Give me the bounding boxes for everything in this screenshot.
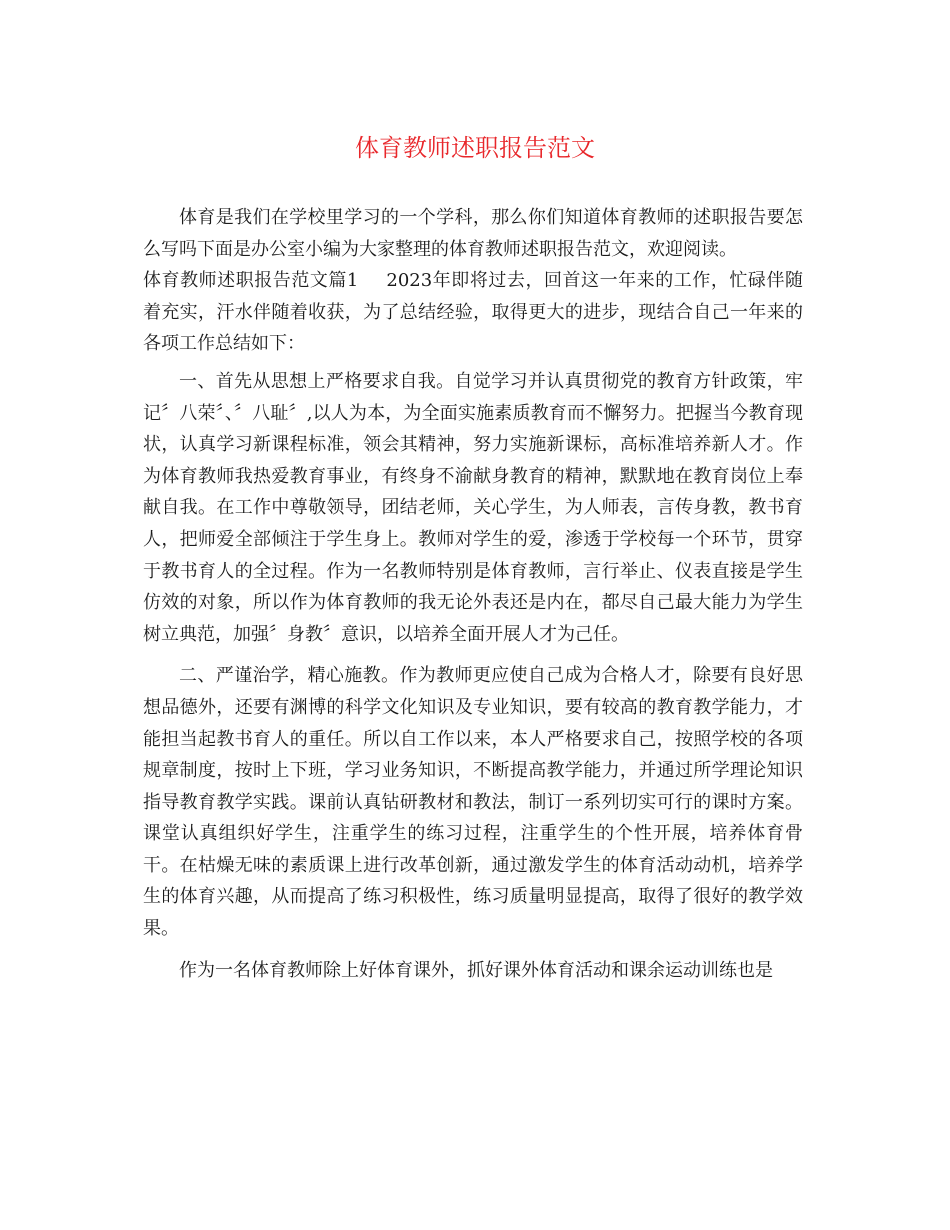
paragraph-3: 作为一名体育教师除上好体育课外，抓好课外体育活动和课余运动训练也是 <box>179 959 773 981</box>
document-body <box>143 202 803 986</box>
paragraph-2: 二、严谨治学，精心施教。作为教师更应使自己成为合格人才，除要有良好思想品德外，还要有渊博的科学文化知识及专业知识，要有较高的教育教学能力，才能担当起教书育人的重任。所以自工作以来，本人严格要求自己，按照学校的各项规章制度，按时上下班，学习业务知识，不断提高教学能力，并通过所学理论知识指导教育教学实践。课前认真钻研教材和教法，制订一系列切实可行的课时方案。课堂认真组织好学生，注重学生的练习过程，注重学生的个性开展，培养体育骨干。在枯燥无味的素质课上进行改革创新，通过激发学生的体育活动动机，培养学生的体育兴趣，从而提高了练习积极性，练习质量明显提高，取得了很好的教学效果。 <box>143 665 803 940</box>
section-paragraph <box>143 265 803 360</box>
section-heading: 体育教师述职报告范文篇1 <box>143 270 359 292</box>
document-title: 体育教师述职报告范文 <box>355 134 595 162</box>
paragraph-1: 一、首先从思想上严格要求自我。自觉学习并认真贯彻党的教育方针政策，牢记〞八荣〞、〞八耻〞,以人为本，为全面实施素质教育而不懈努力。把握当今教育现状，认真学习新课程标准，领会其精神，努力实施新课标，高标准培养新人才。作为体育教师我热爱教育事业，有终身不渝献身教育的精神，默默地在教育岗位上奉献自我。在工作中尊敬领导，团结老师，关心学生，为人师表，言传身教，教书育人，把师爱全部倾注于学生身上。教师对学生的爱，渗透于学校每一个环节，贯穿于教书育人的全过程。作为一名教师特别是体育教师，言行举止、仪表直接是学生仿效的对象，所以作为体育教师的我无论外表还是内在，都尽自己最大能力为学生树立典范，加强〞身教〞意识，以培养全面开展人才为己任。 <box>143 370 803 645</box>
opening-text: 2023年即将过去，回首这一年来的工作，忙碌伴随着充实，汗水伴随着收获，为了总结经验，取得更大的进步，现结合自己一年来的各项工作总结如下： <box>143 270 803 355</box>
intro-paragraph: 体育是我们在学校里学习的一个学科，那么你们知道体育教师的述职报告要怎么写吗下面是办公室小编为大家整理的体育教师述职报告范文，欢迎阅读。 <box>143 207 803 260</box>
